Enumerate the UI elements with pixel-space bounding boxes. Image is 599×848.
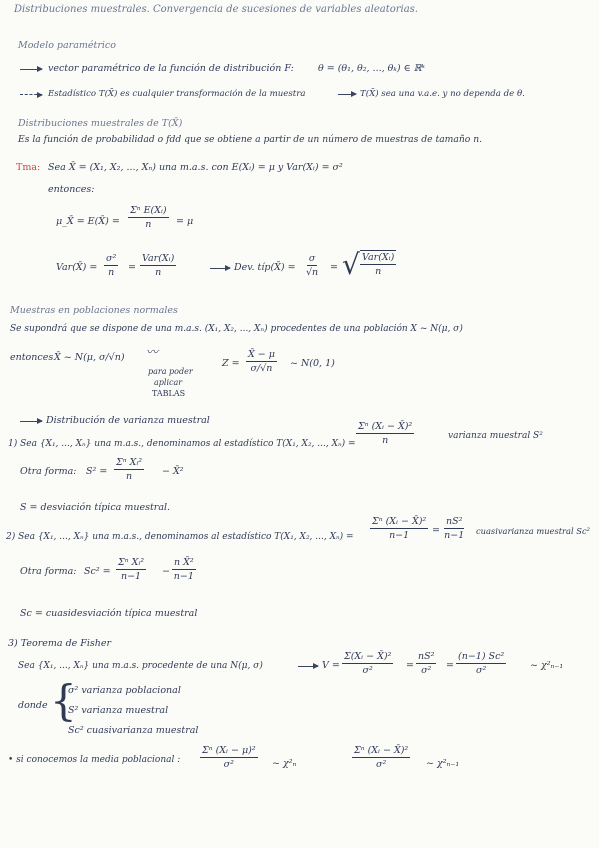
modelo-line1-math: θ = (θ₁, θ₂, ..., θₖ) ∈ ℝᵏ	[318, 63, 425, 74]
note-line-3: TABLAS	[152, 389, 186, 398]
item2-numerator: Σⁿ (Xᵢ − X̄)²	[372, 516, 427, 527]
note-line-2: aplicar	[154, 378, 183, 387]
mean-fraction	[128, 204, 169, 231]
otra2-fraction	[116, 556, 146, 583]
item2-denominator-2: n−1	[444, 530, 465, 541]
item2-numerator-2: nS²	[446, 516, 463, 527]
conoce-fraction-2	[352, 744, 410, 771]
dev-sqrt-fraction	[360, 250, 396, 278]
dist-heading: Distribuciones muestrales de T(X̄)	[18, 118, 183, 129]
otra2-lhs: Sc² =	[84, 566, 111, 577]
note-line-1: para poder	[148, 367, 193, 376]
item2-fraction	[370, 515, 428, 542]
v-lhs: V =	[322, 660, 340, 671]
conoce-numerator-1: Σⁿ (Xᵢ − μ)²	[202, 745, 256, 756]
otra2-label: Otra forma:	[20, 566, 77, 577]
conoce-text: • si conocemos la media poblacional :	[8, 755, 181, 765]
var-denominator-2: n	[155, 267, 162, 278]
otra2-numerator: Σⁿ Xᵢ²	[118, 557, 145, 568]
varianza-heading: Distribución de varianza muestral	[46, 415, 210, 426]
fisher-heading: 3) Teorema de Fisher	[8, 638, 112, 649]
var-fraction-1	[104, 252, 118, 279]
z-fraction	[246, 348, 277, 375]
z-lhs: Z =	[222, 358, 240, 369]
var-fraction-2	[140, 252, 176, 279]
otra1-rhs: − X̄²	[162, 466, 184, 477]
mean-numerator: Σⁿ E(Xᵢ)	[130, 205, 167, 216]
sc-definition: Sc = cuasidesviación típica muestral	[20, 608, 198, 619]
dev-sqrt-denominator: n	[375, 266, 382, 277]
dev-equals: =	[330, 262, 338, 273]
modelo-heading: Modelo paramétrico	[18, 40, 116, 51]
item1-fraction	[356, 420, 414, 447]
donde-item-3: Sc² cuasivarianza muestral	[68, 725, 199, 736]
modelo-line2-text: Estadístico T(X̄) es cualquier transformación de la muestra	[48, 89, 306, 99]
dev-label: Dev. típ(X̄) =	[234, 262, 296, 273]
var-numerator-2: Var(Xᵢ)	[142, 253, 175, 264]
otra1-numerator: Σⁿ Xᵢ²	[116, 457, 143, 468]
dev-numerator: σ	[308, 253, 316, 264]
tma-label: Tma:	[16, 162, 41, 173]
otra1-fraction	[114, 456, 144, 483]
entonces-label: entonces:	[48, 184, 95, 195]
otra1-lhs: S² =	[86, 466, 108, 477]
donde-label: donde	[18, 700, 48, 711]
item2-equals: =	[432, 525, 440, 536]
v-equals-1: =	[406, 660, 414, 671]
implies-arrow-icon	[210, 268, 230, 269]
dev-fraction	[306, 252, 318, 279]
otra1-denominator: n	[125, 471, 133, 482]
z-numerator: X̄ − μ	[248, 349, 275, 360]
v-denominator-3: σ²	[475, 665, 487, 676]
implies-arrow-icon	[338, 94, 356, 95]
brace-icon: {	[50, 676, 77, 725]
modelo-line1-text: vector paramétrico de la función de distribución F:	[48, 63, 294, 74]
item1-text: 1) Sea {X₁, ..., Xₙ} una m.a.s., denominamos al estadístico T(X₁, X₂, ..., Xₙ) =	[8, 439, 356, 449]
v-numerator-2: nS²	[418, 651, 435, 662]
dev-sqrt-numerator: Var(Xᵢ)	[362, 252, 395, 263]
v-numerator-3: (n−1) Sc²	[458, 651, 505, 662]
conoce-rhs-2: ~ χ²ₙ₋₁	[426, 758, 460, 769]
var-numerator-1: σ²	[106, 253, 117, 264]
implies-arrow-icon	[298, 666, 318, 667]
donde-item-2: S² varianza muestral	[68, 705, 169, 716]
arrow-icon	[20, 69, 42, 70]
conoce-fraction-1	[200, 744, 258, 771]
conoce-denominator-2: σ²	[375, 759, 387, 770]
v-fraction-2	[416, 650, 436, 677]
modelo-line2-math: T(X̄) sea una v.a.e. y no dependa de θ.	[360, 89, 525, 99]
item2-denominator: n−1	[389, 530, 410, 541]
v-denominator-1: σ²	[362, 665, 373, 676]
var-denominator-1: n	[108, 267, 115, 278]
item2-fraction-2	[444, 515, 464, 542]
otra1-label: Otra forma:	[20, 466, 77, 477]
dashed-arrow-icon	[20, 94, 42, 96]
dev-denominator: √n	[306, 267, 319, 278]
z-rhs: ~ N(0, 1)	[290, 358, 335, 369]
donde-item-1: σ² varianza poblacional	[68, 685, 181, 696]
z-denominator: σ/√n	[250, 363, 273, 374]
otra2-denominator-2: n−1	[173, 571, 194, 582]
wave-icon: 〰	[146, 345, 159, 359]
s-definition: S = desviación típica muestral.	[20, 502, 171, 513]
page-title: Distribuciones muestrales. Convergencia de sucesiones de variables aleatorias.	[14, 4, 418, 15]
otra2-minus: −	[162, 566, 170, 577]
mean-denominator: n	[145, 219, 152, 230]
conoce-numerator-2: Σⁿ (Xᵢ − X̄)²	[354, 745, 409, 756]
var-lhs: Var(X̄) =	[56, 262, 98, 273]
arrow-icon	[20, 421, 42, 422]
mean-lhs: μ_X̄ = E(X̄) =	[56, 216, 120, 227]
tma-text: Sea X̄ = (X₁, X₂, ..., Xₙ) una m.a.s. con E(Xᵢ) = μ y Var(Xᵢ) = σ²	[48, 162, 343, 173]
v-fraction-1	[342, 650, 393, 677]
normales-dist: X̄ ~ N(μ, σ/√n)	[54, 352, 125, 363]
item2-text: 2) Sea {X₁, ..., Xₙ} una m.a.s., denominamos al estadístico T(X₁, X₂, ..., Xₙ) =	[6, 532, 354, 542]
item1-numerator: Σⁿ (Xᵢ − X̄)²	[358, 421, 413, 432]
normales-line1: Se supondrá que se dispone de una m.a.s. (X₁, X₂, ..., Xₙ) procedentes de una población X ~ N(μ, σ)	[10, 324, 463, 334]
conoce-rhs-1: ~ χ²ₙ	[272, 758, 297, 769]
otra2-denominator: n−1	[120, 571, 142, 582]
item2-after: cuasivarianza muestral Sc²	[476, 526, 590, 536]
normales-heading: Muestras en poblaciones normales	[10, 305, 178, 316]
otra2-fraction-2	[172, 556, 196, 583]
v-fraction-3	[456, 650, 506, 677]
v-numerator-1: Σ(Xᵢ − X̄)²	[344, 651, 392, 662]
item1-after: varianza muestral S²	[448, 431, 543, 441]
sqrt-icon: √	[342, 248, 360, 281]
v-rhs: ~ χ²ₙ₋₁	[530, 660, 564, 671]
otra2-numerator-2: n X̄²	[174, 557, 194, 568]
conoce-denominator-1: σ²	[223, 759, 234, 770]
normales-entonces: entonces	[10, 352, 54, 363]
v-equals-2: =	[446, 660, 454, 671]
var-equals: =	[128, 262, 136, 273]
fisher-line: Sea {X₁, ..., Xₙ} una m.a.s. procedente de una N(μ, σ)	[18, 661, 263, 671]
dist-definition: Es la función de probabilidad o fdd que se obtiene a partir de un número de muestras de tamaño n.	[18, 134, 483, 145]
v-denominator-2: σ²	[421, 665, 432, 676]
item1-denominator: n	[382, 435, 389, 446]
mean-rhs: = μ	[176, 216, 194, 227]
